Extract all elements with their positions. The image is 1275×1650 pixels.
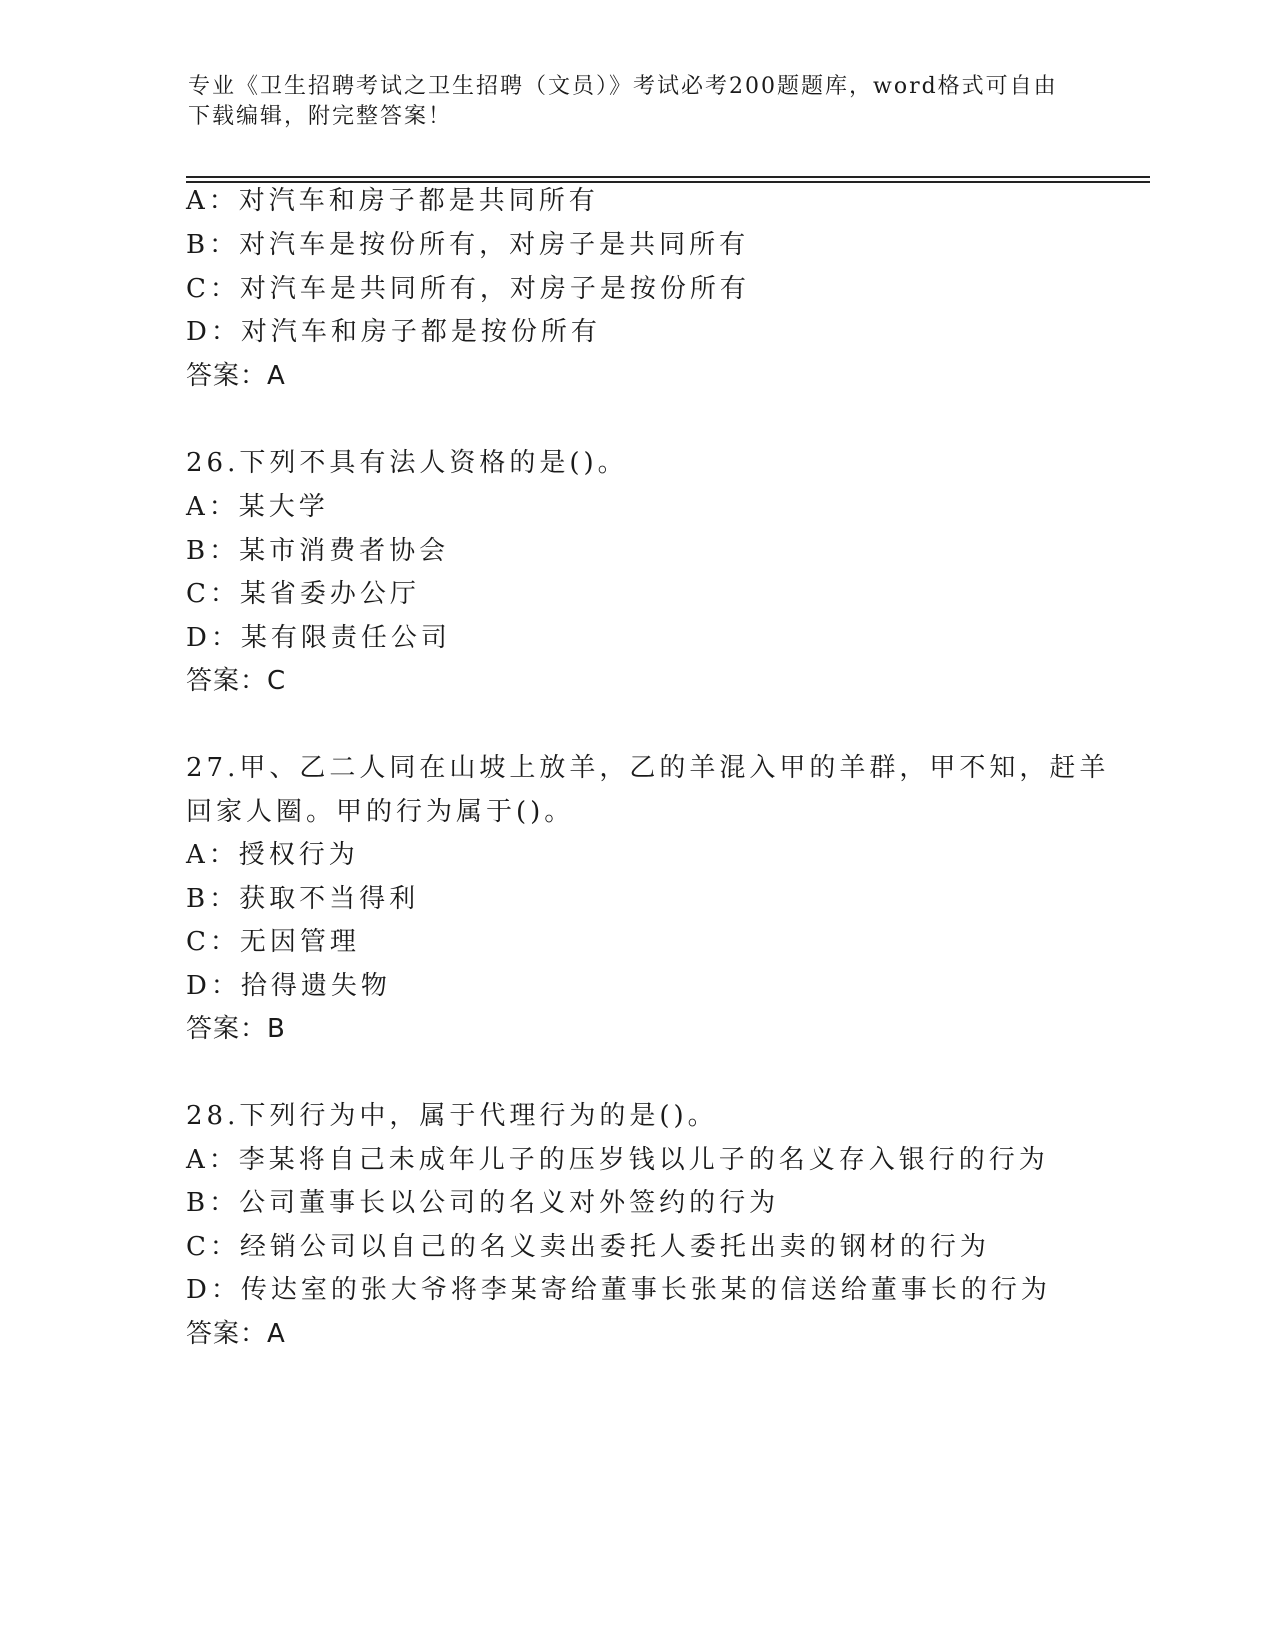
option-d: D：某有限责任公司 [186, 623, 451, 653]
option-b: B：对汽车是按份所有，对房子是共同所有 [186, 230, 750, 260]
question-28-stem: 28.下列行为中，属于代理行为的是()。 [186, 1101, 718, 1131]
option-b: B：某市消费者协会 [186, 536, 450, 566]
option-b: B：获取不当得利 [186, 884, 420, 914]
option-c: C：无因管理 [186, 927, 360, 957]
question-27-stem-cont: 回家人圈。甲的行为属于()。 [186, 797, 575, 827]
option-d: D：对汽车和房子都是按份所有 [186, 317, 601, 347]
option-a: A：李某将自己未成年儿子的压岁钱以儿子的名义存入银行的行为 [186, 1145, 1049, 1175]
option-d: D：传达室的张大爷将李某寄给董事长张某的信送给董事长的行为 [186, 1275, 1051, 1305]
option-d: D：拾得遗失物 [186, 971, 391, 1001]
option-b: B：公司董事长以公司的名义对外签约的行为 [186, 1188, 780, 1218]
document-header: 专业《卫生招聘考试之卫生招聘（文员）》考试必考200题题库，word格式可自由下载编辑，附完整答案！ [188, 74, 1058, 129]
header-divider-top [186, 176, 1150, 178]
question-27-stem: 27.甲、乙二人同在山坡上放羊，乙的羊混入甲的羊群，甲不知，赶羊 [186, 753, 1110, 783]
option-a: A：授权行为 [186, 840, 359, 870]
answer-line: 答案：A [186, 361, 286, 391]
answer-line: 答案：B [186, 1014, 286, 1044]
option-c: C：经销公司以自己的名义卖出委托人委托出卖的钢材的行为 [186, 1232, 990, 1262]
question-26-stem: 26.下列不具有法人资格的是()。 [186, 448, 628, 478]
answer-line: 答案：A [186, 1319, 286, 1349]
option-a: A：某大学 [186, 492, 329, 522]
option-a: A：对汽车和房子都是共同所有 [186, 186, 599, 216]
header-divider-bottom [186, 181, 1150, 183]
option-c: C：某省委办公厅 [186, 579, 420, 609]
answer-line: 答案：C [186, 666, 287, 696]
option-c: C：对汽车是共同所有，对房子是按份所有 [186, 274, 750, 304]
